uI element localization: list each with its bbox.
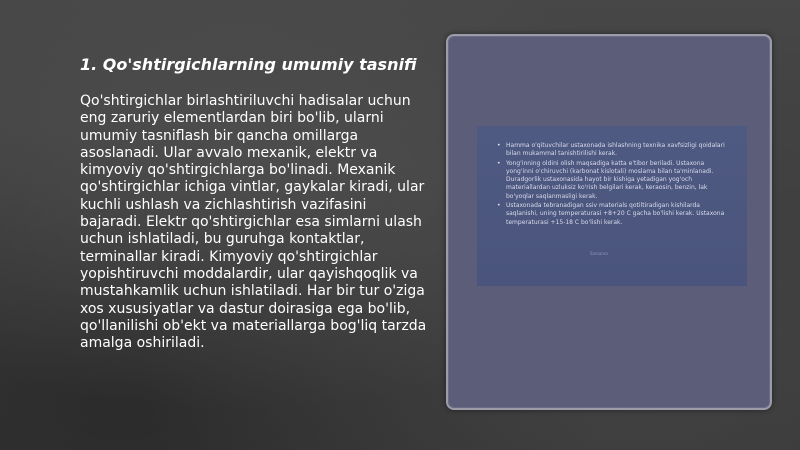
slide-heading: 1. Qo'shtirgichlarning umumiy tasnifi — [80, 55, 417, 74]
embedded-slide-bullet-list — [497, 142, 733, 228]
slide-body-text: Qo'shtirgichlar birlashtiriluvchi hadisalar uchun eng zaruriy elementlardan biri bo'lib, ularni umumiy tasniflash bir qancha omillarga asoslanadi. Ular avvalo mexanik, elektr va kimyoviy qo'shtirgichlarga bo'linadi. Mexanik qo'shtirgichlar ichiga vintlar, gaykalar kiradi, ular kuchli ushlash va zichlashtirish vazifasini bajaradi. Elektr qo'shtirgichlar esa simlarni ulash uchun ishlatiladi, bu guruhga kontaktlar, terminallar kiradi. Kimyoviy qo'shtirgichlar yopishtiruvchi moddalardir, ular qayishqoqlik va mustahkamlik uchun ishlatiladi. Har bir tur o'ziga xos xususiyatlar va dastur doirasiga ega bo'lib, qo'llanilishi ob'ekt va materiallarga bog'liq tarzda amalga oshiriladi. — [80, 93, 427, 352]
embedded-slide-bullet: • Yong'inning oldini olish maqsadiga katta e'tibor beriladi. Ustaxona yong'inni o'chiruvchi (karbonat kislotali) moslama bilan ta'minlanadi. Duradgorlik ustaxonasida hayot bir kishiga yetadigan yog'och materiallardan uzluksiz ko'rish belgilari kerak, keraosin, benzin, lak bo'yoqlar saqlanmasligi kerak. — [497, 160, 733, 201]
embedded-slide-bullet: • Ustaxonada tebranadigan ssiv materials qotiltiradigan kishilarda saqlanishi, uning temperaturasi +8+20 C gacha bo'lishi kerak. Ustaxona temperaturasi +15-18 C bo'lishi kerak. — [497, 202, 733, 227]
embedded-slide-footer-logo: Samaroa — [590, 251, 608, 256]
embedded-slide-bullet: • Hamma o'qituvchilar ustaxonada ishlashning texnika xavfsizligi qoidalari bilan mukammal tanishtirilishi kerak. — [497, 142, 733, 159]
embedded-slide-background — [477, 126, 747, 286]
embedded-slide — [477, 126, 725, 286]
